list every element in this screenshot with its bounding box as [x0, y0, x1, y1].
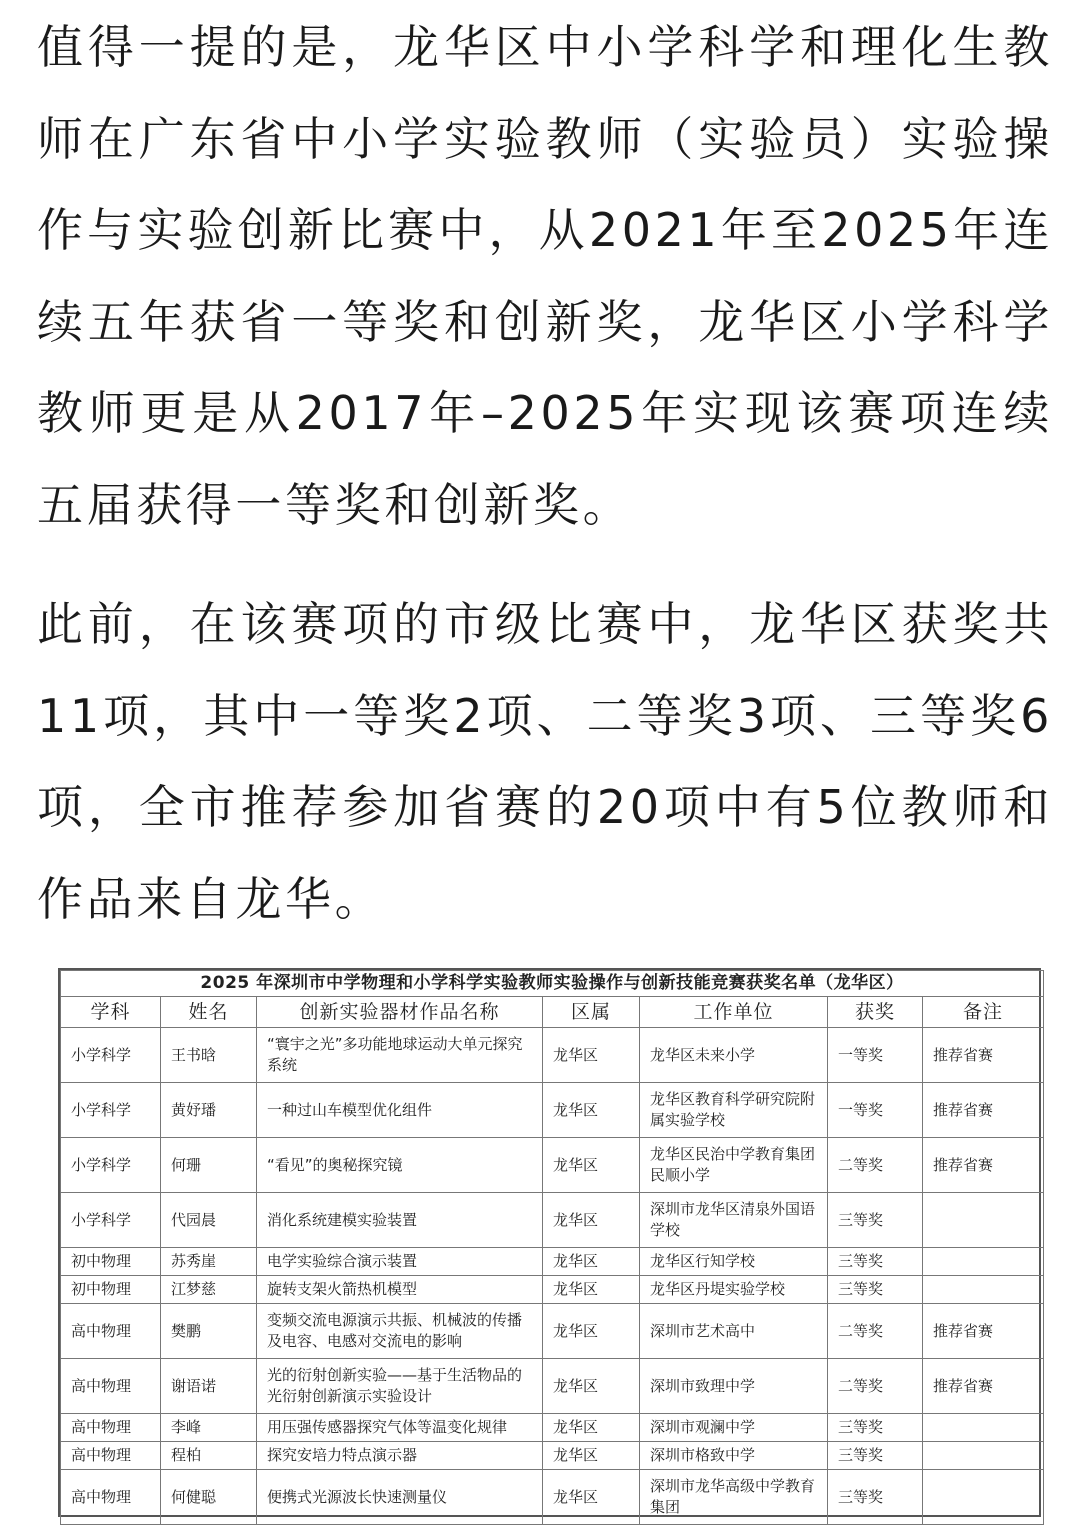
- table-cell: 初中物理: [61, 1276, 161, 1304]
- column-header: 工作单位: [640, 997, 828, 1028]
- table-cell: 电学实验综合演示装置: [257, 1248, 543, 1276]
- table-cell: 变频交流电源演示共振、机械波的传播及电容、电感对交流电的影响: [257, 1304, 543, 1359]
- table-cell: 小学科学: [61, 1028, 161, 1083]
- table-cell: 用压强传感器探究气体等温变化规律: [257, 1414, 543, 1442]
- table-cell: 龙华区: [543, 1276, 640, 1304]
- table-cell: 二等奖: [828, 1138, 923, 1193]
- table-cell: 龙华区: [543, 1304, 640, 1359]
- table-cell: 高中物理: [61, 1442, 161, 1470]
- table-cell: 何珊: [161, 1138, 257, 1193]
- table-cell: 龙华区民治中学教育集团民顺小学: [640, 1138, 828, 1193]
- table-cell: 一等奖: [828, 1083, 923, 1138]
- table-cell: 龙华区: [543, 1138, 640, 1193]
- column-header: 学科: [61, 997, 161, 1028]
- table-cell: 推荐省赛: [923, 1359, 1044, 1414]
- table-cell: 高中物理: [61, 1414, 161, 1442]
- table-cell: 龙华区: [543, 1359, 640, 1414]
- table-cell: 一等奖: [828, 1028, 923, 1083]
- article-paragraph-2: 此前，在该赛项的市级比赛中，龙华区获奖共11项，其中一等奖2项、二等奖3项、三等奖6项，全市推荐参加省赛的20项中有5位教师和作品来自龙华。: [37, 597, 1053, 926]
- table-cell: 三等奖: [828, 1442, 923, 1470]
- table-cell: 小学科学: [61, 1193, 161, 1248]
- table-cell: 推荐省赛: [923, 1304, 1044, 1359]
- table-cell: 三等奖: [828, 1193, 923, 1248]
- table-row: [61, 1304, 1044, 1359]
- table-cell: 三等奖: [828, 1470, 923, 1525]
- table-cell: 龙华区: [543, 1028, 640, 1083]
- table-cell: 二等奖: [828, 1359, 923, 1414]
- table-cell: 高中物理: [61, 1359, 161, 1414]
- table-title-row: [61, 971, 1044, 997]
- table-cell: 消化系统建模实验装置: [257, 1193, 543, 1248]
- table-cell: 龙华区未来小学: [640, 1028, 828, 1083]
- table-cell: 黄妤璠: [161, 1083, 257, 1138]
- article-body: [37, 2, 1053, 945]
- table-cell: 深圳市艺术高中: [640, 1304, 828, 1359]
- table-cell: 龙华区: [543, 1414, 640, 1442]
- table-cell: 龙华区: [543, 1442, 640, 1470]
- table-cell: 龙华区: [543, 1470, 640, 1525]
- table-cell: 龙华区: [543, 1083, 640, 1138]
- table-cell: 深圳市格致中学: [640, 1442, 828, 1470]
- table-cell: 程柏: [161, 1442, 257, 1470]
- table-cell: 一种过山车模型优化组件: [257, 1083, 543, 1138]
- column-header: 区属: [543, 997, 640, 1028]
- column-header: 创新实验器材作品名称: [257, 997, 543, 1028]
- table-cell: 小学科学: [61, 1138, 161, 1193]
- table-row: [61, 1470, 1044, 1525]
- table-cell: 光的衍射创新实验——基于生活物品的光衍射创新演示实验设计: [257, 1359, 543, 1414]
- table-cell: 龙华区教育科学研究院附属实验学校: [640, 1083, 828, 1138]
- table-cell: 高中物理: [61, 1304, 161, 1359]
- table-cell: 小学科学: [61, 1083, 161, 1138]
- table-header-row: [61, 997, 1044, 1028]
- table-cell: 初中物理: [61, 1248, 161, 1276]
- table-cell: 推荐省赛: [923, 1083, 1044, 1138]
- award-list-image: [58, 968, 1041, 1517]
- table-cell: “看见”的奥秘探究镜: [257, 1138, 543, 1193]
- table-cell: 深圳市致理中学: [640, 1359, 828, 1414]
- table-row: [61, 1414, 1044, 1442]
- table-cell: 三等奖: [828, 1276, 923, 1304]
- table-row: [61, 1442, 1044, 1470]
- table-cell: 樊鹏: [161, 1304, 257, 1359]
- table-cell: 龙华区丹堤实验学校: [640, 1276, 828, 1304]
- table-cell: 何健聪: [161, 1470, 257, 1525]
- table-cell: 三等奖: [828, 1248, 923, 1276]
- article-paragraph-1: 值得一提的是，龙华区中小学科学和理化生教师在广东省中小学实验教师（实验员）实验操作与实验创新比赛中，从2021年至2025年连续五年获省一等奖和创新奖，龙华区小学科学教师更是从2017年–2025年实现该赛项连续五届获得一等奖和创新奖。: [37, 20, 1053, 532]
- table-cell: [923, 1470, 1044, 1525]
- table-cell: 高中物理: [61, 1470, 161, 1525]
- table-cell: 龙华区: [543, 1193, 640, 1248]
- table-row: [61, 1359, 1044, 1414]
- table-cell: 王书晗: [161, 1028, 257, 1083]
- table-cell: 深圳市龙华区清泉外国语学校: [640, 1193, 828, 1248]
- column-header: 备注: [923, 997, 1044, 1028]
- column-header: 姓名: [161, 997, 257, 1028]
- table-cell: 龙华区: [543, 1248, 640, 1276]
- table-title: 2025 年深圳市中学物理和小学科学实验教师实验操作与创新技能竞赛获奖名单（龙华区）: [61, 971, 1044, 997]
- table-cell: 探究安培力特点演示器: [257, 1442, 543, 1470]
- table-row: [61, 1083, 1044, 1138]
- table-cell: [923, 1442, 1044, 1470]
- table-cell: 李峰: [161, 1414, 257, 1442]
- table-cell: 便携式光源波长快速测量仪: [257, 1470, 543, 1525]
- table-cell: [923, 1276, 1044, 1304]
- table-cell: 推荐省赛: [923, 1138, 1044, 1193]
- table-cell: [923, 1193, 1044, 1248]
- column-header: 获奖: [828, 997, 923, 1028]
- table-cell: 代园晨: [161, 1193, 257, 1248]
- table-cell: 江梦慈: [161, 1276, 257, 1304]
- table-cell: “寰宇之光”多功能地球运动大单元探究系统: [257, 1028, 543, 1083]
- table-row: [61, 1276, 1044, 1304]
- table-row: [61, 1138, 1044, 1193]
- table-cell: 苏秀崖: [161, 1248, 257, 1276]
- table-cell: 深圳市观澜中学: [640, 1414, 828, 1442]
- table-cell: [923, 1414, 1044, 1442]
- table-cell: 二等奖: [828, 1304, 923, 1359]
- table-cell: [923, 1248, 1044, 1276]
- table-cell: 谢语诺: [161, 1359, 257, 1414]
- table-row: [61, 1193, 1044, 1248]
- table-row: [61, 1028, 1044, 1083]
- award-table: [60, 970, 1044, 1525]
- table-cell: 三等奖: [828, 1414, 923, 1442]
- table-cell: 深圳市龙华高级中学教育集团: [640, 1470, 828, 1525]
- table-cell: 旋转支架火箭热机模型: [257, 1276, 543, 1304]
- table-cell: 龙华区行知学校: [640, 1248, 828, 1276]
- table-row: [61, 1248, 1044, 1276]
- table-cell: 推荐省赛: [923, 1028, 1044, 1083]
